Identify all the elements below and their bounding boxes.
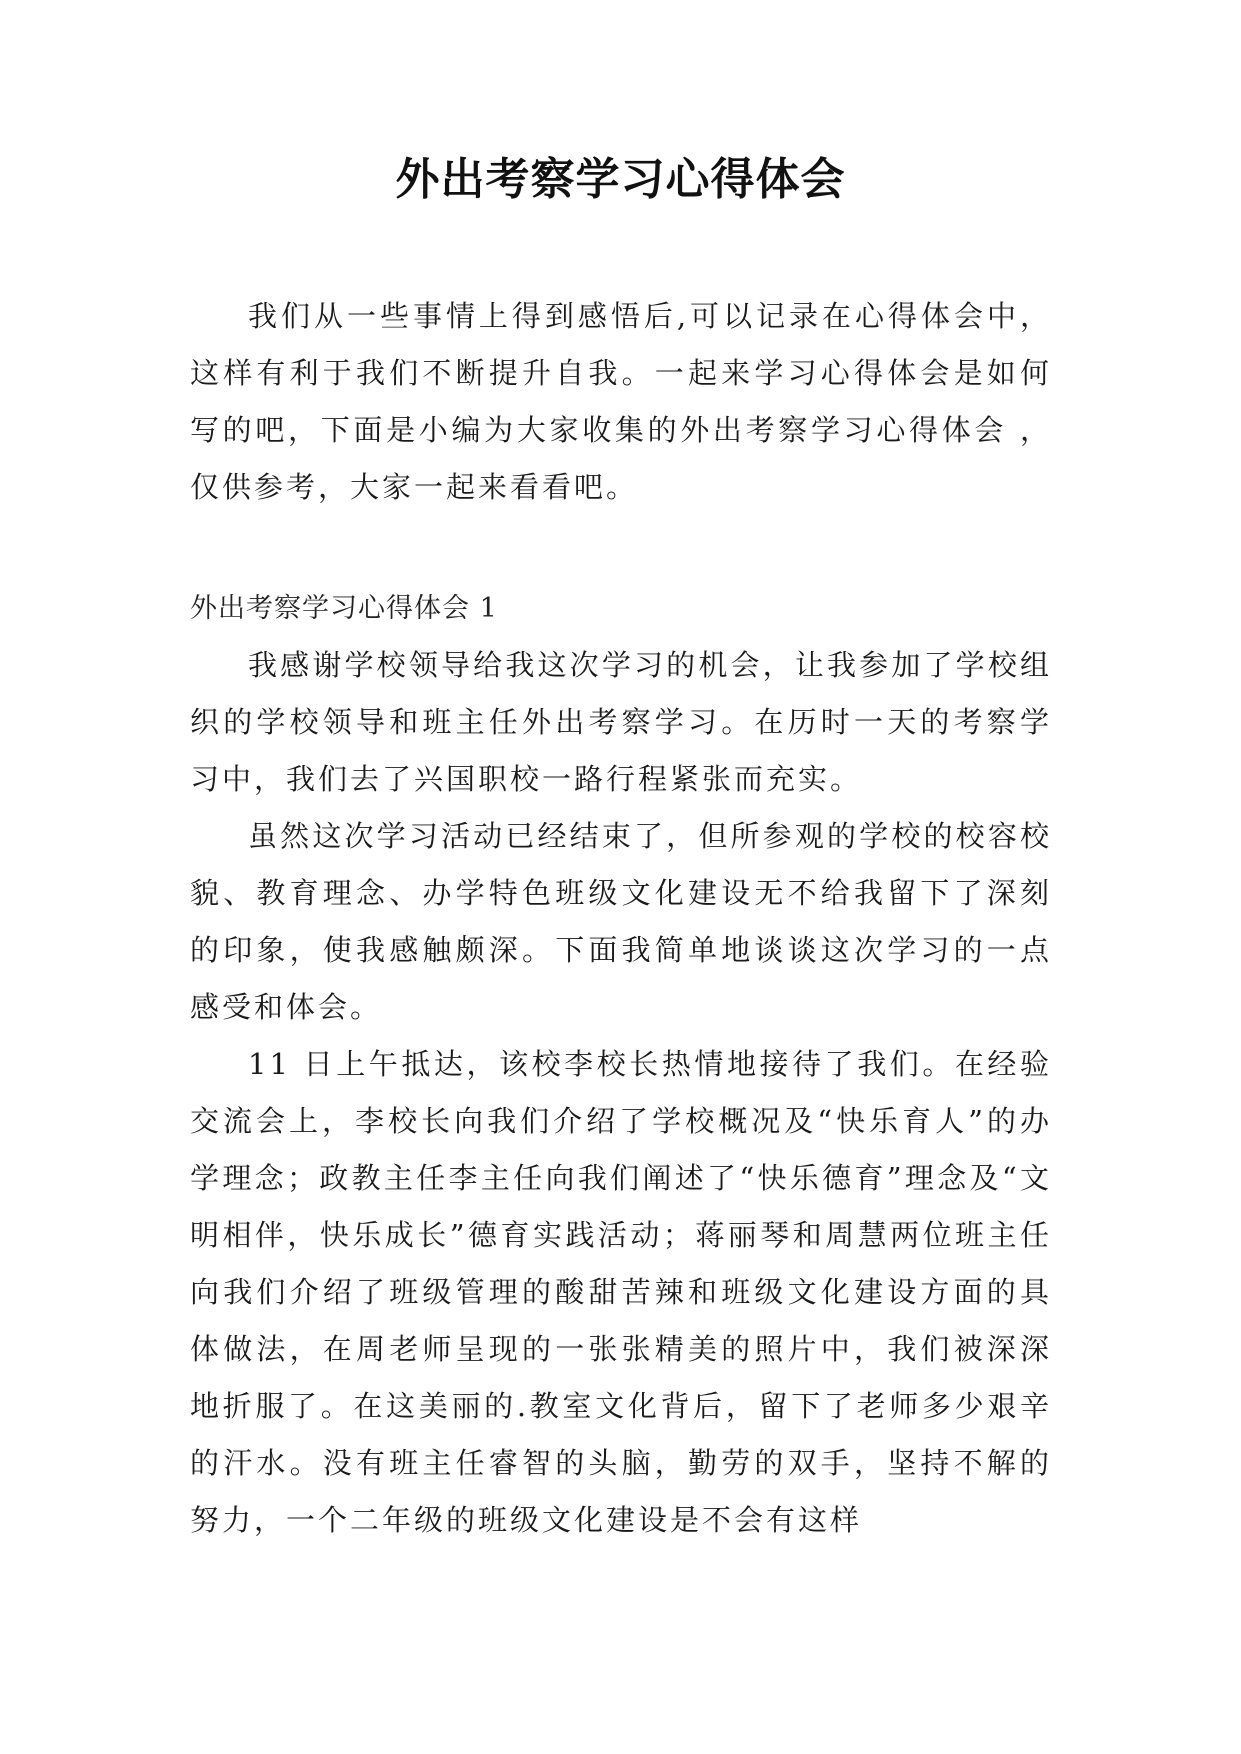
document-body — [190, 288, 1052, 1549]
body-paragraph-1: 我感谢学校领导给我这次学习的机会，让我参加了学校组织的学校领导和班主任外出考察学习。在历时一天的考察学习中，我们去了兴国职校一路行程紧张而充实。 — [190, 648, 1052, 796]
intro-paragraph: 我们从一些事情上得到感悟后,可以记录在心得体会中，这样有利于我们不断提升自我。一起来学习心得体会是如何写的吧，下面是小编为大家收集的外出考察学习心得体会 ，仅供参考，大家一起来看看吧。 — [190, 299, 1052, 504]
section-heading: 外出考察学习心得体会 1 — [190, 593, 498, 624]
document-title: 外出考察学习心得体会 — [395, 154, 846, 205]
body-paragraph-2: 虽然这次学习活动已经结束了，但所参观的学校的校容校貌、教育理念、办学特色班级文化建设无不给我留下了深刻的印象，使我感触颇深。下面我简单地谈谈这次学习的一点感受和体会。 — [190, 819, 1052, 1024]
body-paragraph-3: 11 日上午抵达，该校李校长热情地接待了我们。在经验交流会上，李校长向我们介绍了学校概况及“快乐育人”的办学理念；政教主任李主任向我们阐述了“快乐德育”理念及“文明相伴，快乐成长”德育实践活动；蒋丽琴和周慧两位班主任向我们介绍了班级管理的酸甜苦辣和班级文化建设方面的具体做法，在周老师呈现的一张张精美的照片中，我们被深深地折服了。在这美丽的.教室文化背后，留下了老师多少艰辛的汗水。没有班主任睿智的头脑，勤劳的双手，坚持不解的努力，一个二年级的班级文化建设是不会有这样 — [190, 1047, 1052, 1537]
